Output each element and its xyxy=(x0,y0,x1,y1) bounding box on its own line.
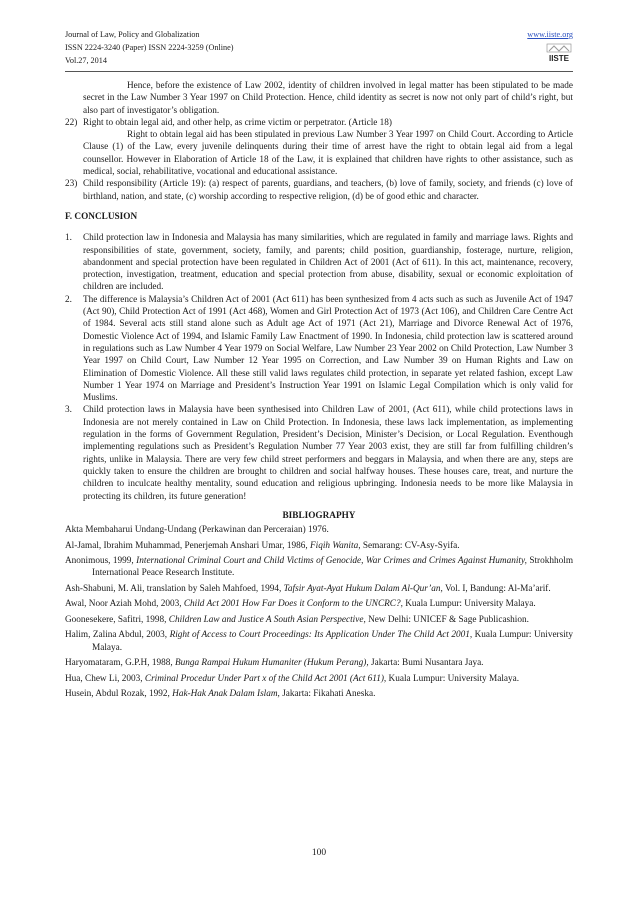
list-text: Child responsibility (Article 19): (a) respect of parents, guardians, and teachers, (b) love of family, society, and friends (c) love of birthland, nation, and state, (c) worship according to respective religion, (d) be of good ethic and character. xyxy=(83,179,573,202)
bibliography-entry: Ash-Shabuni, M. Ali, translation by Saleh Mahfoed, 1994, Tafsir Ayat-Ayat Hukum Dalam Al-Qur’an, Vol. I, Bandung: Al-Ma’arif. xyxy=(65,583,551,594)
list-text: The difference is Malaysia’s Children Act of 2001 (Act 611) has been synthesized from 4 acts such as such as Juvenile Act of 1947 (Act 90), Child Protection Act of 1991 (Act 468), Women and Girl Protection Act of 1973 (Act 106), and Children Care Centre Act of 1984. Several acts still stand alone such as Adult age Act of 1971 (Act 21), Marriage and Divorce Renewal Act of 1976, Domestic Violence Act of 1994, and Islamic Family Law Enactment of 1990. In Indonesia, child protection law is scattered around in regulations such as Law Number 4 Year 1979 on Social Welfare, Law Number 23 Year 2002 on Child Protection, Law Number 3 Year 1997 on Child Court, Law Number 12 Year 1995 on Correction, and Law Number 39 on Human Rights and Law on Elimination of Domestic Violence. All these still valid laws regulates child protection, in separate yet related fashion, except Law Number 1 Year 1974 on Marriage and President’s Instruction Year 1991 on Islamic Legal Compilation which is only valid for Muslims. xyxy=(83,294,573,404)
list-text: Child protection laws in Malaysia have been synthesised into Children Law of 2001, (Act 611), while child protections laws in Indonesia are not merely contained in Law on Child Protection. In Indonesia, these laws lack implementation, as implementing regulation in the forms of Government Regulation, President’s Decision, Minister’s Decision, or Local Regulation. Eventhough implementing regulations such as President’s Regulation Number 77 Year 2003 exist, they are still far from fulfilling children’s rights, unlike in Malaysia. There are very few child street performers and beggars in Malaysia, and when there are any, steps are quickly taken to ensure the children are brought to children and social halfway houses. These houses care, treat, and nurture the children to inculcate healthy mentality, sound education and religious upbringing. Indonesia needs to be more like Malaysia in protecting its children, its future generation! xyxy=(83,405,573,502)
list-number: 1. xyxy=(65,233,72,244)
bibliography-entry: Al-Jamal, Ibrahim Muhammad, Penerjemah Anshari Umar, 1986, Fiqih Wanita, Semarang: CV-Asy-Syifa. xyxy=(65,540,460,551)
issn-line: ISSN 2224-3240 (Paper) ISSN 2224-3259 (Online) xyxy=(65,43,234,52)
svg-text:IISTE: IISTE xyxy=(548,54,570,63)
bibliography-entry: Anonimous, 1999, International Criminal Court and Child Victims of Genocide, War Crimes and Crimes Against Humanity, Strokhholm International Peace Research Institute. xyxy=(65,556,574,579)
page-number: 100 xyxy=(311,848,327,858)
header-divider xyxy=(65,71,573,72)
bibliography-list xyxy=(65,524,573,700)
bibliography-entry: Hua, Chew Li, 2003, Criminal Procedur Under Part x of the Child Act 2001 (Act 611), Kuala Lumpur: University Malaya. xyxy=(65,673,520,684)
volume-line: Vol.27, 2014 xyxy=(65,56,107,65)
paragraph-legal-aid: Right to obtain legal aid has been stipulated in previous Law Number 3 Year 1997 on Child Court. According to Article Clause (1) of the Law, every juvenile delinquents during their time of arrest have the right to obtain legal aid from a legal counsellor. However in Elaboration of Article 18 of the Law, it is explained that children have rights to other assistance, such as medical, social, rehabilitative, vocational and educational assistance. xyxy=(83,130,573,178)
list-number: 2. xyxy=(65,294,72,305)
page-body xyxy=(65,80,573,704)
bibliography-entry: Husein, Abdul Rozak, 1992, Hak-Hak Anak Dalam Islam, Jakarta: Fikahati Aneska. xyxy=(65,689,376,700)
list-text: Child protection law in Indonesia and Malaysia has many similarities, which are regulated in family and marriage laws. Rights and responsibilities of state, government, society, family, and parents; child position, guardianship, fosterage, nurture, religion, abandonment and special protection have been regulated in Children Act of 2001 (Act of 611). In this act, maintenance, recovery, protection, investigation, treatment, education and special protection from abuse, disability, sexual or economic exploitation of children are included. xyxy=(83,233,573,293)
page-header xyxy=(65,28,573,67)
bibliography-heading: BIBLIOGRAPHY xyxy=(282,510,356,521)
conclusion-list xyxy=(65,232,573,503)
bibliography-entry: Goonesekere, Safitri, 1998, Children Law and Justice A South Asian Perspective, New Delhi: UNICEF & Sage Publicashion. xyxy=(65,614,529,625)
list-number: 23) xyxy=(65,179,78,190)
list-number: 22) xyxy=(65,117,78,128)
list-item xyxy=(65,404,573,502)
list-item xyxy=(65,294,573,405)
bibliography-entry: Akta Membaharui Undang-Undang (Perkawinan dan Perceraian) 1976. xyxy=(65,525,329,536)
list-item-23 xyxy=(65,178,573,203)
bibliography-entry: Haryomataram, G.P.H, 1988, Bunga Rampai Hukum Humaniter (Hukum Perang), Jakarta: Bumi Nusantara Jaya. xyxy=(65,658,484,669)
list-item xyxy=(65,232,573,293)
list-text: Right to obtain legal aid, and other help, as crime victim or perpetrator. (Article 18) xyxy=(83,117,393,128)
bibliography-entry: Halim, Zalina Abdul, 2003, Right of Access to Court Proceedings: Its Application Under The Child Act 2001, Kuala Lumpur: University Malaya. xyxy=(65,630,573,653)
list-item-22 xyxy=(65,117,573,129)
journal-title: Journal of Law, Policy and Globalization xyxy=(65,30,200,39)
paragraph-hence: Hence, before the existence of Law 2002, identity of children involved in legal matter has been stipulated to be made secret in the Law Number 3 Year 1997 on Child Protection. Hence, child identity as secret is now not only part of child’s right, but also part of investigator’s obligation. xyxy=(83,81,573,116)
journal-url-link[interactable]: www.iiste.org xyxy=(527,30,573,39)
iiste-logo-icon xyxy=(545,43,573,63)
bibliography-entry: Awal, Noor Aziah Mohd, 2003, Child Act 2001 How Far Does it Conform to the UNCRC?, Kuala Lumpur: University Malaya. xyxy=(65,599,536,610)
section-heading-conclusion: F. CONCLUSION xyxy=(65,211,138,222)
list-number: 3. xyxy=(65,405,72,416)
